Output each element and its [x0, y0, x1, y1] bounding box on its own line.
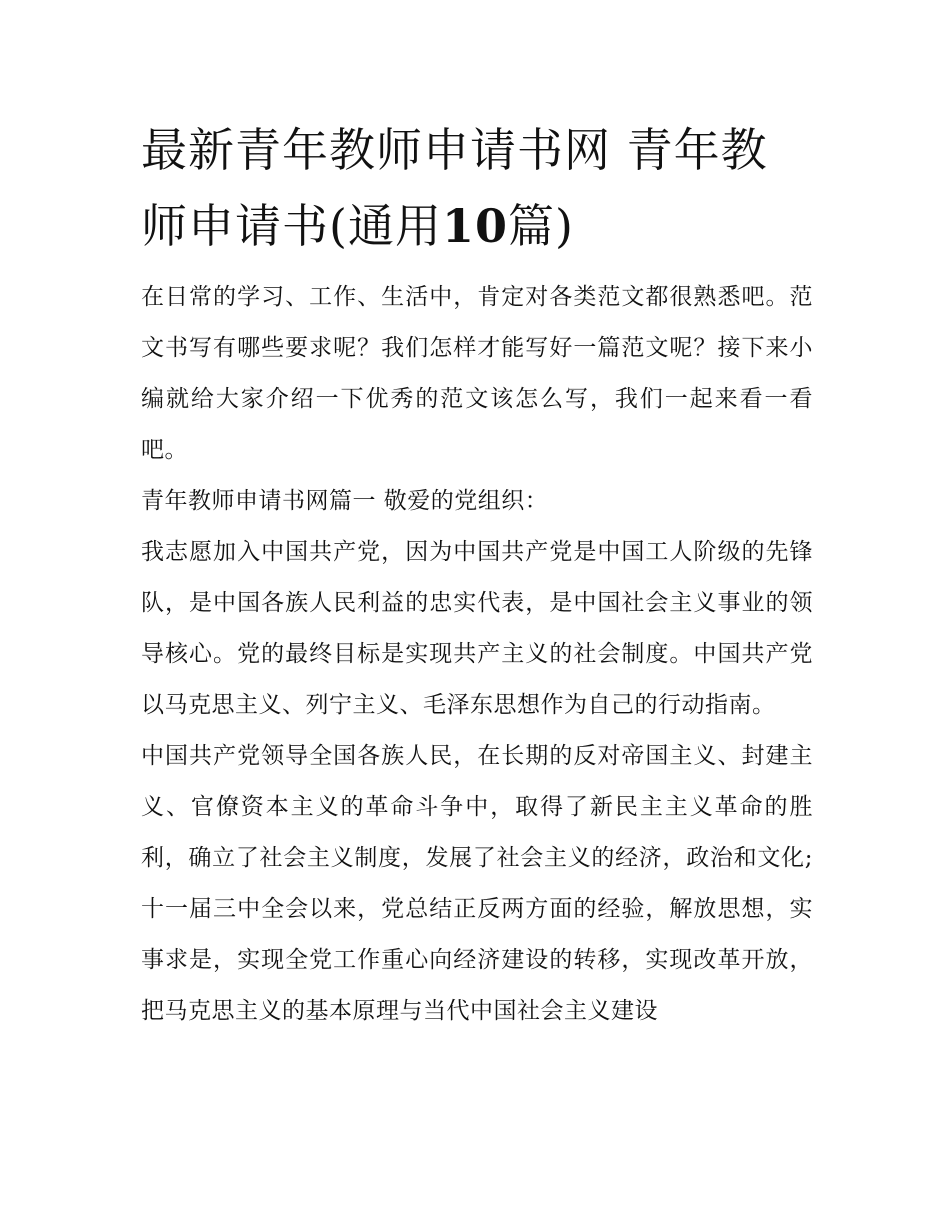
section-heading: 青年教师申请书网篇一 敬爱的党组织：	[141, 488, 549, 514]
intro-paragraph: 在日常的学习、工作、生活中，肯定对各类范文都很熟悉吧。范文书写有哪些要求呢？我们怎样才能写好一篇范文呢？接下来小编就给大家介绍一下优秀的范文该怎么写，我们一起来看一看吧。	[141, 284, 813, 463]
title-text: 最新青年教师申请书网 青年教师申请书(通用	[141, 123, 768, 253]
body-paragraph: 我志愿加入中国共产党，因为中国共产党是中国工人阶级的先锋队，是中国各族人民利益的忠实代表，是中国社会主义事业的领导核心。党的最终目标是实现共产主义的社会制度。中国共产党以马克思主义、列宁主义、毛泽东思想作为自己的行动指南。	[141, 539, 813, 718]
document-title	[141, 112, 813, 264]
body-paragraph: 中国共产党领导全国各族人民，在长期的反对帝国主义、封建主义、官僚资本主义的革命斗争中，取得了新民主主义革命的胜利，确立了社会主义制度，发展了社会主义的经济，政治和文化;十一届三中全会以来，党总结正反两方面的经验，解放思想，实事求是，实现全党工作重心向经济建设的转移，实现改革开放，把马克思主义的基本原理与当代中国社会主义建设	[141, 743, 813, 1024]
title-number: 10	[441, 199, 508, 253]
title-suffix: 篇)	[507, 199, 574, 253]
document-page	[141, 112, 813, 1037]
